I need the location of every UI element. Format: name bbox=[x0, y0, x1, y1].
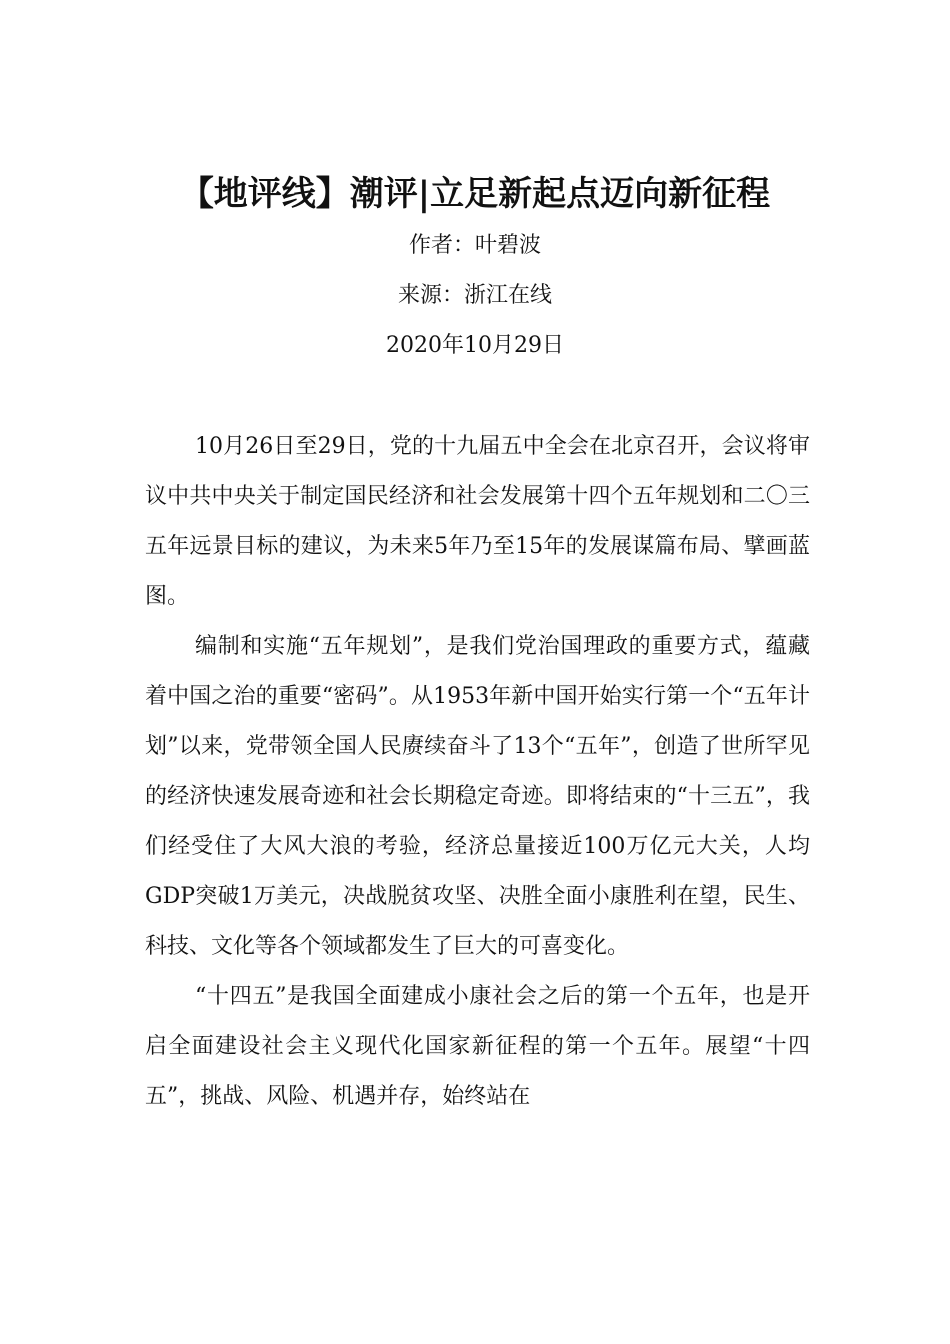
paragraph-2: 编制和实施“五年规划”，是我们党治国理政的重要方式，蕴藏着中国之治的重要“密码”。从1953年新中国开始实行第一个“五年计划”以来，党带领全国人民赓续奋斗了13个“五年”，创造了世所罕见的经济快速发展奇迹和社会长期稳定奇迹。即将结束的“十三五”，我们经受住了大风大浪的考验，经济总量接近100万亿元大关，人均GDP突破1万美元，决战脱贫攻坚、决胜全面小康胜利在望，民生、科技、文化等各个领域都发生了巨大的可喜变化。 bbox=[145, 634, 810, 959]
document-title: 【地评线】潮评|立足新起点迈向新征程 bbox=[179, 174, 771, 214]
author-line: 作者：叶碧波 bbox=[408, 233, 541, 258]
paragraph-1: 10月26日至29日，党的十九届五中全会在北京召开，会议将审议中共中央关于制定国民经济和社会发展第十四个五年规划和二〇三五年远景目标的建议，为未来5年乃至15年的发展谋篇布局、擘画蓝图。 bbox=[145, 434, 810, 609]
paragraph-3: “十四五”是我国全面建成小康社会之后的第一个五年，也是开启全面建设社会主义现代化国家新征程的第一个五年。展望“十四五”，挑战、风险、机遇并存，始终站在 bbox=[145, 984, 810, 1109]
source-line: 来源：浙江在线 bbox=[397, 283, 552, 308]
date-line: 2020年10月29日 bbox=[386, 333, 564, 358]
article-body bbox=[145, 422, 810, 1122]
